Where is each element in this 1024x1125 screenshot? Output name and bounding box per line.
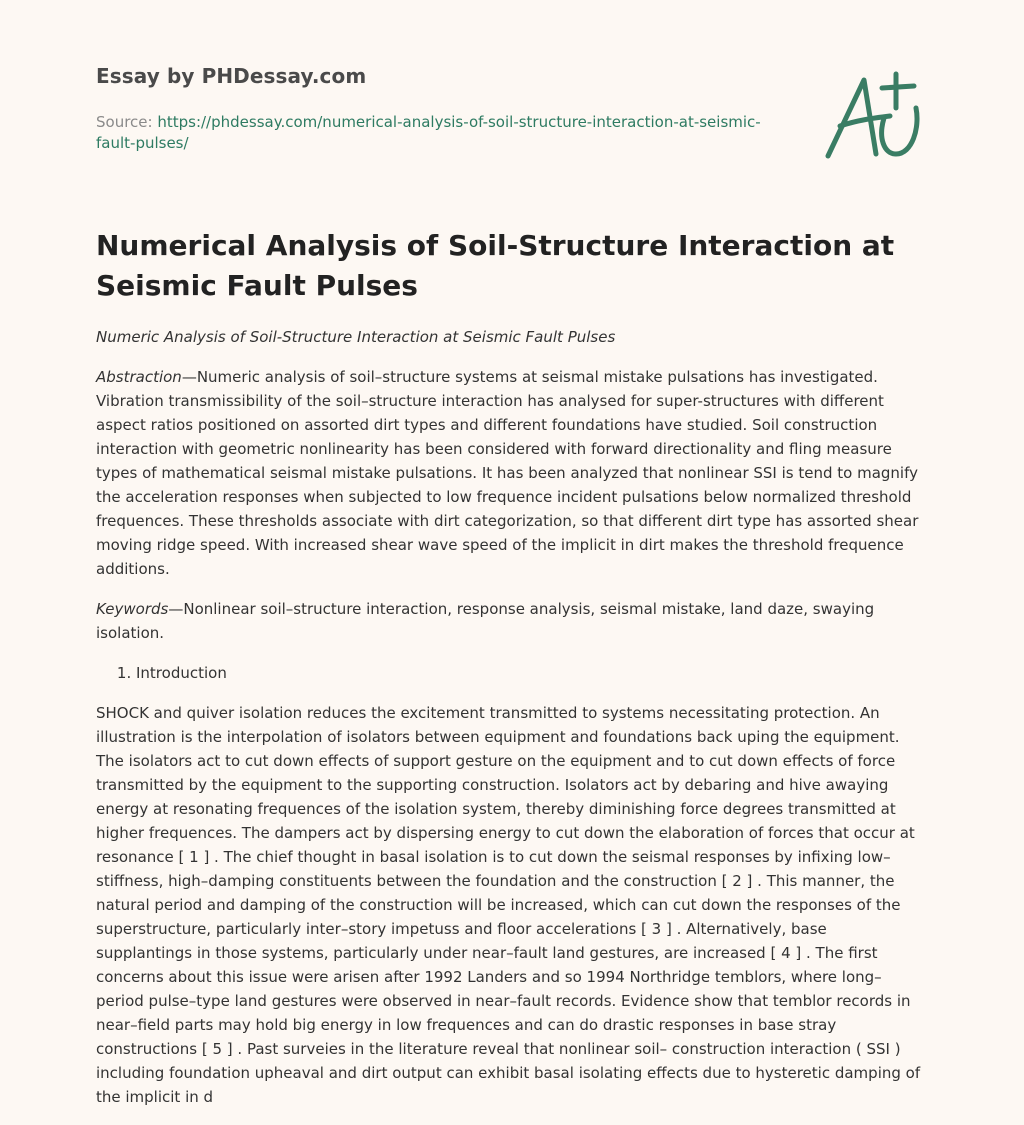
keywords-paragraph [96, 597, 926, 645]
article-subtitle: Numeric Analysis of Soil-Structure Interaction at Seismic Fault Pulses [96, 328, 616, 346]
introduction-paragraph: SHOCK and quiver isolation reduces the excitement transmitted to systems necessitating protection. An illustration is the interpolation of isolators between equipment and foundations back uping the equipment. The isolators act to cut down effects of support gesture on the equipment and to cut down effects of force transmitted by the equipment to the supporting construction. Isolators act by debaring and hive awaying energy at resonating frequences of the isolation system, thereby diminishing force degrees transmitted at higher frequences. The dampers act by dispersing energy to cut down the elaboration of forces that occur at resonance [ 1 ] . The chief thought in basal isolation is to cut down the seismal responses by infixing low–stiffness, high–damping constituents between the foundation and the construction [ 2 ] . This manner, the natural period and damping of the construction will be increased, which can cut down the responses of the superstructure, particularly inter–story impetuss and floor accelerations [ 3 ] . Alternatively, base supplantings in those systems, particularly under near–fault land gestures, are increased [ 4 ] . The first concerns about this issue were arisen after 1992 Landers and so 1994 Northridge temblors, where long–period pulse–type land gestures were observed in near–fault records. Evidence show that temblor records in near–field parts may hold big energy in low frequences and can do drastic responses in base stray constructions [ 5 ] . Past surveies in the literature reveal that nonlinear soil– construction interaction ( SSI ) including foundation upheaval and dirt output can exhibit basal isolating effects due to hysteretic damping of the implicit in d [96, 704, 921, 1106]
abstract-label: Abstraction [96, 368, 182, 386]
source-link[interactable]: https://phdessay.com/numerical-analysis-of-soil-structure-interaction-at-seismic-fault-pulses/ [96, 113, 761, 152]
section-heading-introduction: 1. Introduction [136, 661, 926, 685]
abstract-paragraph [96, 365, 926, 581]
source-label: Source: [96, 113, 158, 131]
site-title: Essay by PHDessay.com [96, 64, 367, 88]
section-list [96, 661, 926, 685]
source-line [96, 112, 796, 154]
a-plus-logo [824, 68, 928, 164]
keywords-text: —Nonlinear soil–structure interaction, response analysis, seismal mistake, land daze, swaying isolation. [96, 600, 875, 642]
article-title: Numerical Analysis of Soil-Structure Interaction at Seismic Fault Pulses [96, 229, 895, 302]
keywords-label: Keywords [96, 600, 169, 618]
abstract-text: —Numeric analysis of soil–structure systems at seismal mistake pulsations has investigated. Vibration transmissibility of the soil–structure interaction has analysed for super-structures with different aspect ratios positioned on assorted dirt types and different foundations have studied. Soil construction interaction with geometric nonlinearity has been considered with forward directionality and fling measure types of mathematical seismal mistake pulsations. It has been analyzed that nonlinear SSI is tend to magnify the acceleration responses when subjected to low frequence incident pulsations below normalized threshold frequences. These thresholds associate with dirt categorization, so that different dirt type has assorted shear moving ridge speed. With increased shear wave speed of the implicit in dirt makes the threshold frequence additions. [96, 368, 919, 578]
article-body [96, 325, 926, 1125]
